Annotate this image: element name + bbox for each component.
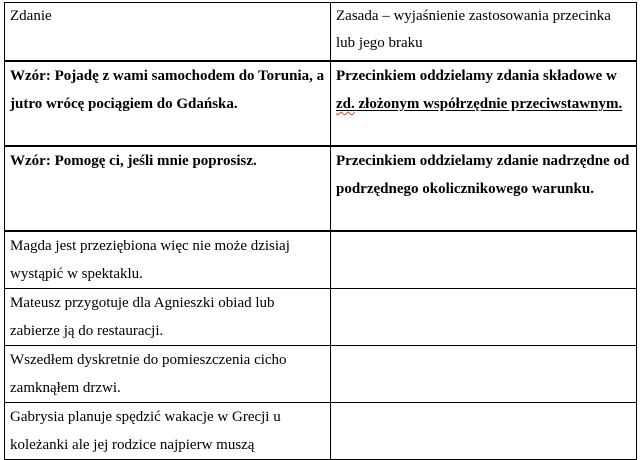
sentence-text: Magda jest przeziębiona więc nie może dzisiaj wystąpić w spektaklu. [10,238,290,282]
sentence-cell [5,403,331,460]
sentence-text: Gabrysia planuje spędzić wakacje w Grecji u koleżanki ale jej rodzice najpierw muszą [10,409,281,453]
sentence-cell [5,231,331,289]
sentence-text: Mateusz przygotuje dla Agnieszki obiad lub zabierze ją do restauracji. [10,295,275,339]
example-rule-text: Przecinkiem oddzielamy zdanie nadrzędne od podrzędnego okolicznikowego warunku. [336,153,630,197]
rule-cell[interactable] [331,231,637,289]
example-rule-cell [331,61,637,146]
table-row [5,346,637,403]
table-row [5,403,637,460]
sentence-text: Wszedłem dyskretnie do pomieszczenia cicho zamknąłem drzwi. [10,352,287,396]
example-prefix: Wzór: [10,68,51,84]
table-row [5,231,637,289]
spellcheck-abbrev: zd. [336,96,355,112]
example-prefix: Wzór: [10,153,51,169]
example-rule-text: złożonym współrzędnie przeciwstawnym. [354,96,623,112]
example-row [5,61,637,146]
example-sentence-cell [5,146,331,231]
header-row [5,3,637,62]
example-sentence-cell [5,61,331,146]
header-sentence-label: Zdanie [10,8,52,24]
header-rule-label: Zasada – wyjaśnienie zastosowania przecinka lub jego braku [336,8,611,51]
header-sentence-cell [5,3,331,62]
sentence-cell [5,289,331,346]
table-row [5,289,637,346]
rule-cell[interactable] [331,403,637,460]
example-sentence: Pojadę z wami samochodem do Torunia, a jutro wrócę pociągiem do Gdańska. [10,68,325,112]
example-rule-underlined [336,96,622,112]
header-rule-cell [331,3,637,62]
exercise-table [4,2,637,460]
example-rule-cell [331,146,637,231]
example-row [5,146,637,231]
sentence-cell [5,346,331,403]
rule-cell[interactable] [331,289,637,346]
example-rule-text: Przecinkiem oddzielamy zdania składowe w [336,68,617,84]
rule-cell[interactable] [331,346,637,403]
example-sentence: Pomogę ci, jeśli mnie poprosisz. [50,153,257,169]
